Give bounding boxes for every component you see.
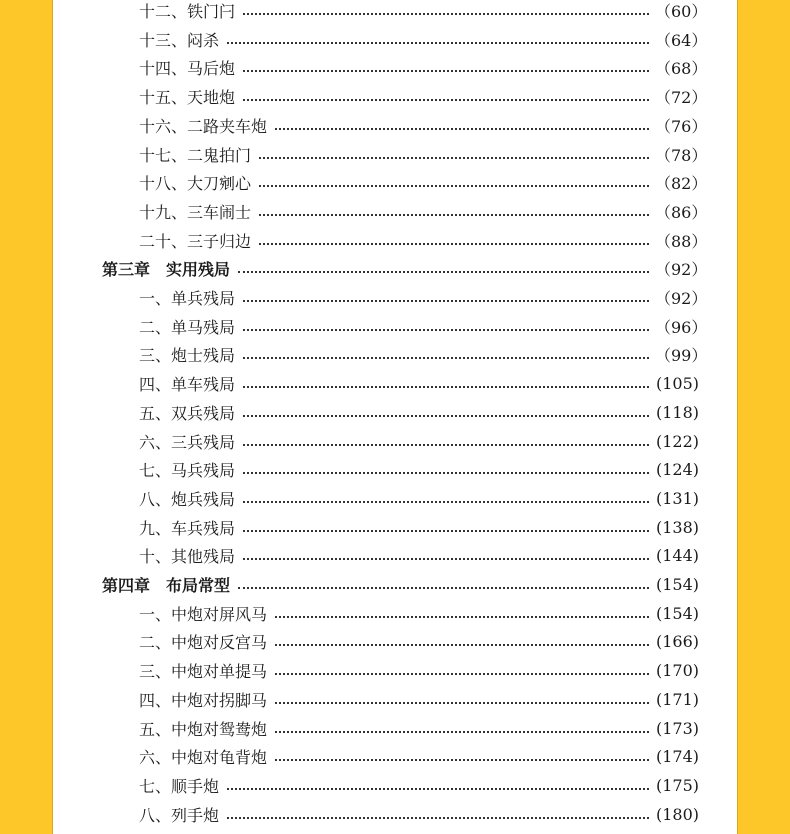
- section-title: 十四、马后炮: [139, 59, 236, 79]
- page-number: (175): [655, 775, 699, 795]
- page-number: （88）: [655, 231, 708, 251]
- dot-leader: [275, 643, 649, 646]
- section-title: 八、炮兵残局: [139, 489, 236, 509]
- toc-section-row[interactable]: [53, 513, 737, 542]
- section-title: 七、马兵残局: [139, 461, 236, 481]
- section-title: 八、列手炮: [139, 805, 220, 825]
- dot-leader: [275, 615, 649, 618]
- section-title: 五、双兵残局: [139, 403, 236, 423]
- dot-leader: [259, 184, 649, 187]
- toc-section-row[interactable]: [53, 599, 737, 628]
- toc-section-row[interactable]: [53, 283, 737, 312]
- section-title: 十二、铁门闩: [139, 2, 236, 21]
- page-number: (105): [655, 374, 699, 394]
- dot-leader: [275, 730, 649, 733]
- dot-leader: [227, 41, 649, 44]
- dot-leader: [243, 356, 649, 359]
- toc-section-row[interactable]: [53, 82, 737, 111]
- toc-section-row[interactable]: [53, 771, 737, 800]
- page-number: （64）: [655, 30, 708, 50]
- toc-section-row[interactable]: [53, 627, 737, 656]
- section-title: 二、单马残局: [139, 317, 236, 337]
- page-number: （96）: [655, 317, 708, 337]
- page-number: (138): [655, 517, 699, 537]
- dot-leader: [243, 385, 649, 388]
- section-title: 一、单兵残局: [139, 289, 236, 308]
- dot-leader: [243, 12, 649, 15]
- section-title: 七、顺手炮: [139, 776, 220, 796]
- section-title: 十五、天地炮: [139, 88, 236, 108]
- page-number: （72）: [655, 88, 708, 108]
- section-title: 十七、二鬼拍门: [139, 145, 252, 165]
- section-title: 二十、三子归边: [139, 231, 252, 251]
- section-title: 六、三兵残局: [139, 432, 236, 452]
- dot-leader: [227, 787, 649, 790]
- section-title: 十九、三车闹士: [139, 202, 252, 222]
- toc-chapter-row[interactable]: [53, 570, 737, 599]
- section-title: 六、中炮对龟背炮: [139, 748, 268, 768]
- dot-leader: [238, 270, 649, 273]
- section-title: 三、炮士残局: [139, 346, 236, 366]
- page-number: (131): [655, 488, 699, 508]
- dot-leader: [243, 471, 649, 474]
- dot-leader: [259, 242, 649, 245]
- chapter-title: 第三章 实用残局: [102, 260, 231, 280]
- toc-section-row[interactable]: [53, 656, 737, 685]
- toc-section-row[interactable]: [53, 25, 737, 54]
- page-number: (154): [655, 603, 699, 623]
- dot-leader: [275, 127, 649, 130]
- page-number: (180): [655, 804, 699, 824]
- dot-leader: [275, 758, 649, 761]
- toc-section-row[interactable]: [53, 484, 737, 513]
- page-number: (144): [655, 546, 699, 566]
- toc-section-row[interactable]: [53, 0, 737, 25]
- toc-section-row[interactable]: [53, 398, 737, 427]
- dot-leader: [259, 156, 649, 159]
- page-number: （76）: [655, 116, 708, 136]
- toc-section-row[interactable]: [53, 714, 737, 743]
- section-title: 四、中炮对拐脚马: [139, 690, 268, 710]
- dot-leader: [243, 500, 649, 503]
- dot-leader: [243, 69, 649, 72]
- page-number: (174): [655, 747, 699, 767]
- section-title: 十八、大刀剜心: [139, 174, 252, 194]
- section-title: 四、单车残局: [139, 375, 236, 395]
- dot-leader: [259, 213, 649, 216]
- chapter-title: 第四章 布局常型: [102, 576, 231, 595]
- page-number: （68）: [655, 59, 708, 79]
- toc-section-row[interactable]: [53, 742, 737, 771]
- dot-leader: [243, 299, 649, 302]
- page-number: (124): [655, 460, 699, 480]
- dot-leader: [275, 701, 649, 704]
- dot-leader: [275, 672, 649, 675]
- dot-leader: [243, 443, 649, 446]
- book-page: [52, 0, 738, 834]
- section-title: 九、车兵残局: [139, 518, 236, 538]
- toc-section-row[interactable]: [53, 168, 737, 197]
- toc-section-row[interactable]: [53, 111, 737, 140]
- page-number: (154): [655, 575, 699, 594]
- toc-section-row[interactable]: [53, 800, 737, 829]
- dot-leader: [243, 529, 649, 532]
- page-number: (122): [655, 431, 699, 451]
- section-title: 一、中炮对屏风马: [139, 604, 268, 624]
- section-title: 十三、闷杀: [139, 30, 220, 50]
- page-number: (173): [655, 718, 699, 738]
- toc-section-row[interactable]: [53, 541, 737, 570]
- page-number: (118): [655, 402, 699, 422]
- page-number: （78）: [655, 145, 708, 165]
- section-title: 十六、二路夹车炮: [139, 116, 268, 136]
- toc-section-row[interactable]: [53, 140, 737, 169]
- section-title: 五、中炮对鸳鸯炮: [139, 719, 268, 739]
- page-number: (171): [655, 689, 699, 709]
- dot-leader: [243, 328, 649, 331]
- toc-section-row[interactable]: [53, 197, 737, 226]
- toc-section-row[interactable]: [53, 455, 737, 484]
- page-number: （99）: [655, 346, 708, 366]
- toc-section-row[interactable]: [53, 312, 737, 341]
- dot-leader: [238, 586, 649, 589]
- toc-section-row[interactable]: [53, 427, 737, 456]
- dot-leader: [243, 414, 649, 417]
- page-number: （82）: [655, 174, 708, 194]
- toc-section-row[interactable]: [53, 369, 737, 398]
- page-number: （92）: [655, 289, 708, 308]
- page-number: （86）: [655, 202, 708, 222]
- toc-section-row[interactable]: [53, 340, 737, 369]
- toc-chapter-row[interactable]: [53, 254, 737, 283]
- page-number: (166): [655, 632, 699, 652]
- page-number: (170): [655, 661, 699, 681]
- toc-section-row[interactable]: [53, 685, 737, 714]
- page-number: （60）: [655, 2, 708, 21]
- section-title: 二、中炮对反宫马: [139, 633, 268, 653]
- dot-leader: [227, 816, 649, 819]
- section-title: 十、其他残局: [139, 547, 236, 567]
- toc-section-row[interactable]: [53, 226, 737, 255]
- page-number: （92）: [655, 260, 708, 280]
- toc-section-row[interactable]: [53, 53, 737, 82]
- dot-leader: [243, 98, 649, 101]
- section-title: 三、中炮对单提马: [139, 662, 268, 682]
- dot-leader: [243, 557, 649, 560]
